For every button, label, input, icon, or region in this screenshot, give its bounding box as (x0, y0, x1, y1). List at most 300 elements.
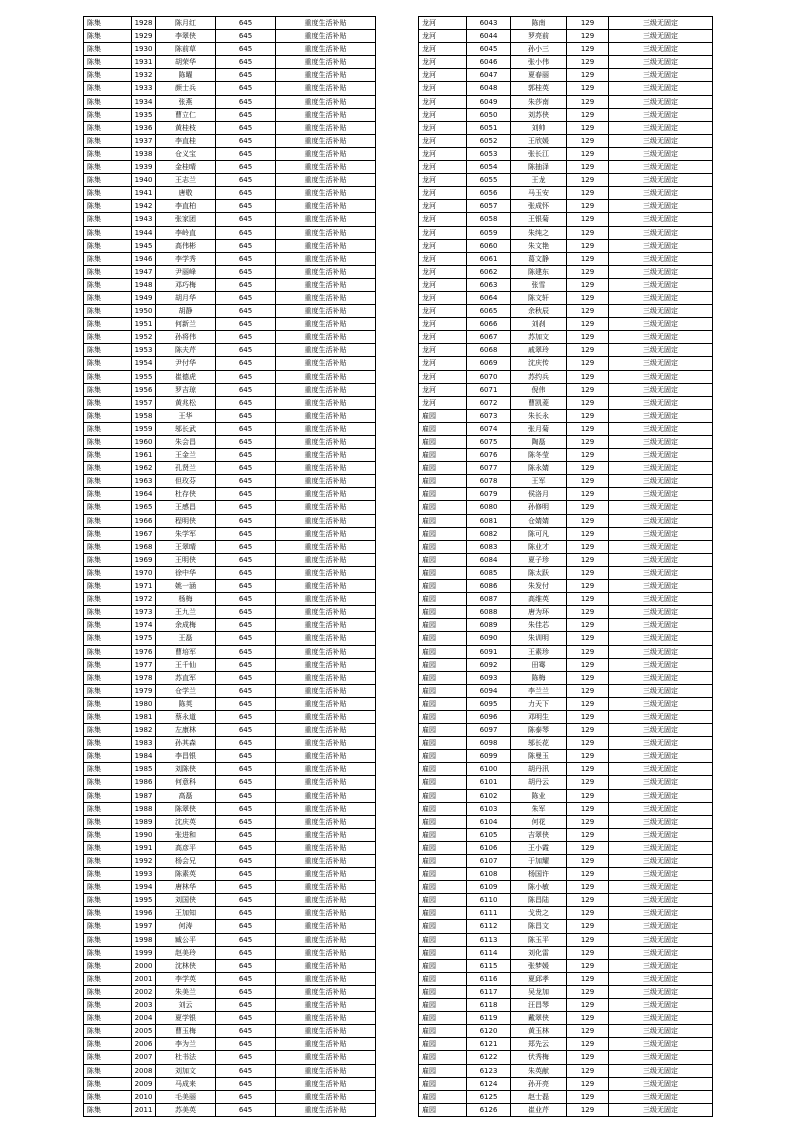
amount-cell: 129 (567, 724, 609, 737)
table-row (419, 252, 713, 265)
serial-cell: 1938 (132, 147, 156, 160)
serial-cell: 6110 (467, 894, 511, 907)
table-row (419, 985, 713, 998)
amount-cell: 129 (567, 108, 609, 121)
name-cell: 仓学兰 (156, 684, 216, 697)
table-row (84, 933, 376, 946)
amount-cell: 129 (567, 1051, 609, 1064)
table-row (84, 566, 376, 579)
name-cell: 朱英献 (511, 1064, 567, 1077)
serial-cell: 6074 (467, 422, 511, 435)
table-row (84, 82, 376, 95)
town-cell: 龙河 (419, 357, 467, 370)
amount-cell: 645 (216, 383, 276, 396)
category-cell: 重度生活补贴 (276, 737, 376, 750)
table-row (419, 999, 713, 1012)
table-row (84, 69, 376, 82)
town-cell: 陈集 (84, 1090, 132, 1103)
serial-cell: 1967 (132, 527, 156, 540)
serial-cell: 1945 (132, 239, 156, 252)
table-row (84, 409, 376, 422)
serial-cell: 6068 (467, 344, 511, 357)
category-cell: 三级无固定 (609, 619, 713, 632)
name-cell: 曹培军 (156, 645, 216, 658)
amount-cell: 645 (216, 1025, 276, 1038)
name-cell: 陈昌文 (511, 920, 567, 933)
name-cell: 余成梅 (156, 619, 216, 632)
serial-cell: 6104 (467, 815, 511, 828)
serial-cell: 1956 (132, 383, 156, 396)
category-cell: 重度生活补贴 (276, 593, 376, 606)
name-cell: 黄桂枝 (156, 121, 216, 134)
amount-cell: 645 (216, 226, 276, 239)
amount-cell: 645 (216, 291, 276, 304)
table-row (419, 147, 713, 160)
name-cell: 陈小敏 (511, 881, 567, 894)
town-cell: 陈集 (84, 488, 132, 501)
serial-cell: 6061 (467, 252, 511, 265)
serial-cell: 1934 (132, 95, 156, 108)
serial-cell: 6111 (467, 907, 511, 920)
town-cell: 雇园 (419, 593, 467, 606)
table-row (419, 383, 713, 396)
town-cell: 雇园 (419, 933, 467, 946)
name-cell: 王加知 (156, 907, 216, 920)
category-cell: 重度生活补贴 (276, 161, 376, 174)
serial-cell: 1965 (132, 501, 156, 514)
name-cell: 胡丹汛 (511, 763, 567, 776)
town-cell: 陈集 (84, 344, 132, 357)
town-cell: 陈集 (84, 213, 132, 226)
name-cell: 张月菊 (511, 422, 567, 435)
serial-cell: 6093 (467, 671, 511, 684)
town-cell: 雇园 (419, 855, 467, 868)
name-cell: 苏加文 (511, 331, 567, 344)
table-row (84, 318, 376, 331)
name-cell: 胡丹云 (511, 776, 567, 789)
category-cell: 重度生活补贴 (276, 239, 376, 252)
town-cell: 雇园 (419, 1077, 467, 1090)
serial-cell: 6095 (467, 697, 511, 710)
category-cell: 重度生活补贴 (276, 82, 376, 95)
town-cell: 雇园 (419, 514, 467, 527)
town-cell: 陈集 (84, 828, 132, 841)
table-row (419, 187, 713, 200)
serial-cell: 6103 (467, 802, 511, 815)
serial-cell: 1964 (132, 488, 156, 501)
amount-cell: 645 (216, 30, 276, 43)
name-cell: 邬长花 (511, 737, 567, 750)
table-row (84, 920, 376, 933)
serial-cell: 1960 (132, 436, 156, 449)
serial-cell: 1966 (132, 514, 156, 527)
category-cell: 三级无固定 (609, 265, 713, 278)
category-cell: 三级无固定 (609, 802, 713, 815)
category-cell: 重度生活补贴 (276, 566, 376, 579)
category-cell: 三级无固定 (609, 305, 713, 318)
category-cell: 三级无固定 (609, 409, 713, 422)
serial-cell: 1940 (132, 174, 156, 187)
serial-cell: 6106 (467, 841, 511, 854)
amount-cell: 129 (567, 671, 609, 684)
category-cell: 重度生活补贴 (276, 855, 376, 868)
table-row (419, 802, 713, 815)
table-row (84, 1103, 376, 1116)
category-cell: 三级无固定 (609, 514, 713, 527)
category-cell: 三级无固定 (609, 95, 713, 108)
town-cell: 龙河 (419, 291, 467, 304)
serial-cell: 6099 (467, 750, 511, 763)
serial-cell: 1991 (132, 841, 156, 854)
town-cell: 陈集 (84, 724, 132, 737)
serial-cell: 1999 (132, 946, 156, 959)
table-row (419, 737, 713, 750)
serial-cell: 1979 (132, 684, 156, 697)
name-cell: 赵美玲 (156, 946, 216, 959)
table-row (419, 540, 713, 553)
amount-cell: 645 (216, 894, 276, 907)
serial-cell: 6051 (467, 121, 511, 134)
amount-cell: 129 (567, 985, 609, 998)
amount-cell: 645 (216, 174, 276, 187)
amount-cell: 645 (216, 213, 276, 226)
town-cell: 龙河 (419, 331, 467, 344)
table-row (419, 291, 713, 304)
category-cell: 三级无固定 (609, 43, 713, 56)
town-cell: 陈集 (84, 357, 132, 370)
category-cell: 三级无固定 (609, 462, 713, 475)
name-cell: 王军 (511, 475, 567, 488)
serial-cell: 1931 (132, 56, 156, 69)
name-cell: 刘陈侠 (156, 763, 216, 776)
serial-cell: 6082 (467, 527, 511, 540)
amount-cell: 129 (567, 1103, 609, 1116)
town-cell: 雇园 (419, 737, 467, 750)
table-row (84, 344, 376, 357)
serial-cell: 1998 (132, 933, 156, 946)
table-row (84, 527, 376, 540)
category-cell: 三级无固定 (609, 776, 713, 789)
category-cell: 重度生活补贴 (276, 252, 376, 265)
serial-cell: 6100 (467, 763, 511, 776)
amount-cell: 129 (567, 815, 609, 828)
amount-cell: 645 (216, 972, 276, 985)
table-row (419, 1090, 713, 1103)
name-cell: 陈英 (156, 697, 216, 710)
category-cell: 三级无固定 (609, 750, 713, 763)
serial-cell: 6080 (467, 501, 511, 514)
table-row (84, 671, 376, 684)
serial-cell: 1984 (132, 750, 156, 763)
amount-cell: 129 (567, 462, 609, 475)
name-cell: 黄玉林 (511, 1025, 567, 1038)
category-cell: 三级无固定 (609, 449, 713, 462)
category-cell: 重度生活补贴 (276, 763, 376, 776)
category-cell: 三级无固定 (609, 1038, 713, 1051)
name-cell: 王明侠 (156, 553, 216, 566)
category-cell: 三级无固定 (609, 69, 713, 82)
table-row (84, 357, 376, 370)
serial-cell: 1987 (132, 789, 156, 802)
amount-cell: 129 (567, 750, 609, 763)
serial-cell: 2008 (132, 1064, 156, 1077)
town-cell: 龙河 (419, 239, 467, 252)
table-row (84, 436, 376, 449)
town-cell: 陈集 (84, 396, 132, 409)
table-row (84, 1090, 376, 1103)
town-cell: 陈集 (84, 907, 132, 920)
category-cell: 重度生活补贴 (276, 894, 376, 907)
serial-cell: 1990 (132, 828, 156, 841)
category-cell: 三级无固定 (609, 697, 713, 710)
category-cell: 重度生活补贴 (276, 318, 376, 331)
table-row (84, 488, 376, 501)
serial-cell: 2010 (132, 1090, 156, 1103)
table-row (84, 56, 376, 69)
category-cell: 重度生活补贴 (276, 462, 376, 475)
serial-cell: 6091 (467, 645, 511, 658)
name-cell: 朱训明 (511, 632, 567, 645)
amount-cell: 645 (216, 1012, 276, 1025)
table-row (419, 933, 713, 946)
amount-cell: 129 (567, 56, 609, 69)
name-cell: 夏春丽 (511, 69, 567, 82)
category-cell: 重度生活补贴 (276, 449, 376, 462)
town-cell: 陈集 (84, 802, 132, 815)
serial-cell: 6069 (467, 357, 511, 370)
table-row (84, 449, 376, 462)
serial-cell: 2006 (132, 1038, 156, 1051)
town-cell: 雇园 (419, 972, 467, 985)
category-cell: 三级无固定 (609, 763, 713, 776)
amount-cell: 645 (216, 671, 276, 684)
table-row (419, 30, 713, 43)
name-cell: 于加耀 (511, 855, 567, 868)
category-cell: 三级无固定 (609, 737, 713, 750)
table-row (419, 750, 713, 763)
category-cell: 重度生活补贴 (276, 174, 376, 187)
town-cell: 陈集 (84, 134, 132, 147)
amount-cell: 129 (567, 881, 609, 894)
amount-cell: 129 (567, 737, 609, 750)
category-cell: 重度生活补贴 (276, 134, 376, 147)
category-cell: 重度生活补贴 (276, 514, 376, 527)
category-cell: 重度生活补贴 (276, 305, 376, 318)
table-row (419, 108, 713, 121)
town-cell: 陈集 (84, 946, 132, 959)
amount-cell: 645 (216, 789, 276, 802)
table-row (419, 776, 713, 789)
amount-cell: 645 (216, 422, 276, 435)
serial-cell: 6118 (467, 999, 511, 1012)
serial-cell: 1939 (132, 161, 156, 174)
serial-cell: 1929 (132, 30, 156, 43)
amount-cell: 129 (567, 82, 609, 95)
name-cell: 张家团 (156, 213, 216, 226)
town-cell: 陈集 (84, 737, 132, 750)
name-cell: 邬长武 (156, 422, 216, 435)
name-cell: 臧公平 (156, 933, 216, 946)
amount-cell: 129 (567, 174, 609, 187)
town-cell: 陈集 (84, 933, 132, 946)
town-cell: 陈集 (84, 1025, 132, 1038)
table-row (84, 710, 376, 723)
table-row (84, 305, 376, 318)
amount-cell: 645 (216, 147, 276, 160)
table-row (419, 134, 713, 147)
category-cell: 重度生活补贴 (276, 69, 376, 82)
table-row (84, 1025, 376, 1038)
name-cell: 葛文静 (511, 252, 567, 265)
amount-cell: 645 (216, 95, 276, 108)
name-cell: 王九兰 (156, 606, 216, 619)
amount-cell: 129 (567, 566, 609, 579)
serial-cell: 1975 (132, 632, 156, 645)
amount-cell: 645 (216, 933, 276, 946)
name-cell: 李学秀 (156, 252, 216, 265)
town-cell: 陈集 (84, 69, 132, 82)
category-cell: 三级无固定 (609, 684, 713, 697)
category-cell: 重度生活补贴 (276, 95, 376, 108)
serial-cell: 6079 (467, 488, 511, 501)
amount-cell: 645 (216, 645, 276, 658)
category-cell: 重度生活补贴 (276, 396, 376, 409)
name-cell: 余秋辰 (511, 305, 567, 318)
town-cell: 陈集 (84, 200, 132, 213)
town-cell: 陈集 (84, 697, 132, 710)
town-cell: 雇园 (419, 449, 467, 462)
category-cell: 重度生活补贴 (276, 959, 376, 972)
town-cell: 陈集 (84, 671, 132, 684)
amount-cell: 129 (567, 684, 609, 697)
table-row (419, 632, 713, 645)
town-cell: 龙河 (419, 174, 467, 187)
serial-cell: 6083 (467, 540, 511, 553)
table-row (84, 1051, 376, 1064)
serial-cell: 1948 (132, 278, 156, 291)
name-cell: 何涛 (156, 920, 216, 933)
amount-cell: 645 (216, 305, 276, 318)
table-row (419, 161, 713, 174)
town-cell: 陈集 (84, 501, 132, 514)
amount-cell: 129 (567, 147, 609, 160)
name-cell: 陈可凡 (511, 527, 567, 540)
town-cell: 龙河 (419, 265, 467, 278)
name-cell: 颜士兵 (156, 82, 216, 95)
category-cell: 三级无固定 (609, 291, 713, 304)
name-cell: 陈曼玉 (511, 750, 567, 763)
table-row (84, 763, 376, 776)
table-row (419, 1103, 713, 1116)
serial-cell: 6116 (467, 972, 511, 985)
amount-cell: 645 (216, 946, 276, 959)
table-row (419, 409, 713, 422)
name-cell: 陈夫芹 (156, 344, 216, 357)
serial-cell: 6094 (467, 684, 511, 697)
table-row (419, 69, 713, 82)
amount-cell: 129 (567, 475, 609, 488)
category-cell: 重度生活补贴 (276, 357, 376, 370)
serial-cell: 6114 (467, 946, 511, 959)
serial-cell: 6063 (467, 278, 511, 291)
name-cell: 杨梅 (156, 593, 216, 606)
town-cell: 雇园 (419, 907, 467, 920)
serial-cell: 1957 (132, 396, 156, 409)
name-cell: 戴翠侠 (511, 1012, 567, 1025)
name-cell: 夏邱孝 (511, 972, 567, 985)
category-cell: 三级无固定 (609, 501, 713, 514)
amount-cell: 645 (216, 710, 276, 723)
serial-cell: 6121 (467, 1038, 511, 1051)
town-cell: 龙河 (419, 56, 467, 69)
town-cell: 陈集 (84, 291, 132, 304)
town-cell: 雇园 (419, 606, 467, 619)
category-cell: 重度生活补贴 (276, 108, 376, 121)
amount-cell: 645 (216, 593, 276, 606)
serial-cell: 6084 (467, 553, 511, 566)
serial-cell: 1969 (132, 553, 156, 566)
name-cell: 姚一涵 (156, 580, 216, 593)
serial-cell: 6105 (467, 828, 511, 841)
name-cell: 唐为环 (511, 606, 567, 619)
name-cell: 杜存侠 (156, 488, 216, 501)
town-cell: 陈集 (84, 95, 132, 108)
name-cell: 陈永婧 (511, 462, 567, 475)
name-cell: 王龙 (511, 174, 567, 187)
amount-cell: 645 (216, 344, 276, 357)
name-cell: 朱学军 (156, 527, 216, 540)
serial-cell: 1986 (132, 776, 156, 789)
table-row (84, 632, 376, 645)
town-cell: 龙河 (419, 95, 467, 108)
name-cell: 陈曜 (156, 69, 216, 82)
table-row (419, 671, 713, 684)
amount-cell: 645 (216, 475, 276, 488)
name-cell: 陈业 (511, 789, 567, 802)
table-row (84, 815, 376, 828)
town-cell: 雇园 (419, 881, 467, 894)
table-row (419, 449, 713, 462)
table-row (419, 501, 713, 514)
table-row (419, 488, 713, 501)
table-row (419, 357, 713, 370)
town-cell: 雇园 (419, 802, 467, 815)
category-cell: 重度生活补贴 (276, 645, 376, 658)
town-cell: 雇园 (419, 580, 467, 593)
serial-cell: 1972 (132, 593, 156, 606)
amount-cell: 129 (567, 30, 609, 43)
amount-cell: 645 (216, 815, 276, 828)
amount-cell: 645 (216, 409, 276, 422)
serial-cell: 6119 (467, 1012, 511, 1025)
table-row (419, 553, 713, 566)
serial-cell: 1994 (132, 881, 156, 894)
amount-cell: 645 (216, 514, 276, 527)
table-row (84, 553, 376, 566)
amount-cell: 129 (567, 501, 609, 514)
name-cell: 孔贤兰 (156, 462, 216, 475)
table-row (84, 475, 376, 488)
table-row (84, 855, 376, 868)
category-cell: 重度生活补贴 (276, 1051, 376, 1064)
name-cell: 仓义宝 (156, 147, 216, 160)
table-row (84, 200, 376, 213)
amount-cell: 129 (567, 488, 609, 501)
name-cell: 杨国许 (511, 868, 567, 881)
category-cell: 重度生活补贴 (276, 789, 376, 802)
table-row (419, 1051, 713, 1064)
category-cell: 三级无固定 (609, 252, 713, 265)
